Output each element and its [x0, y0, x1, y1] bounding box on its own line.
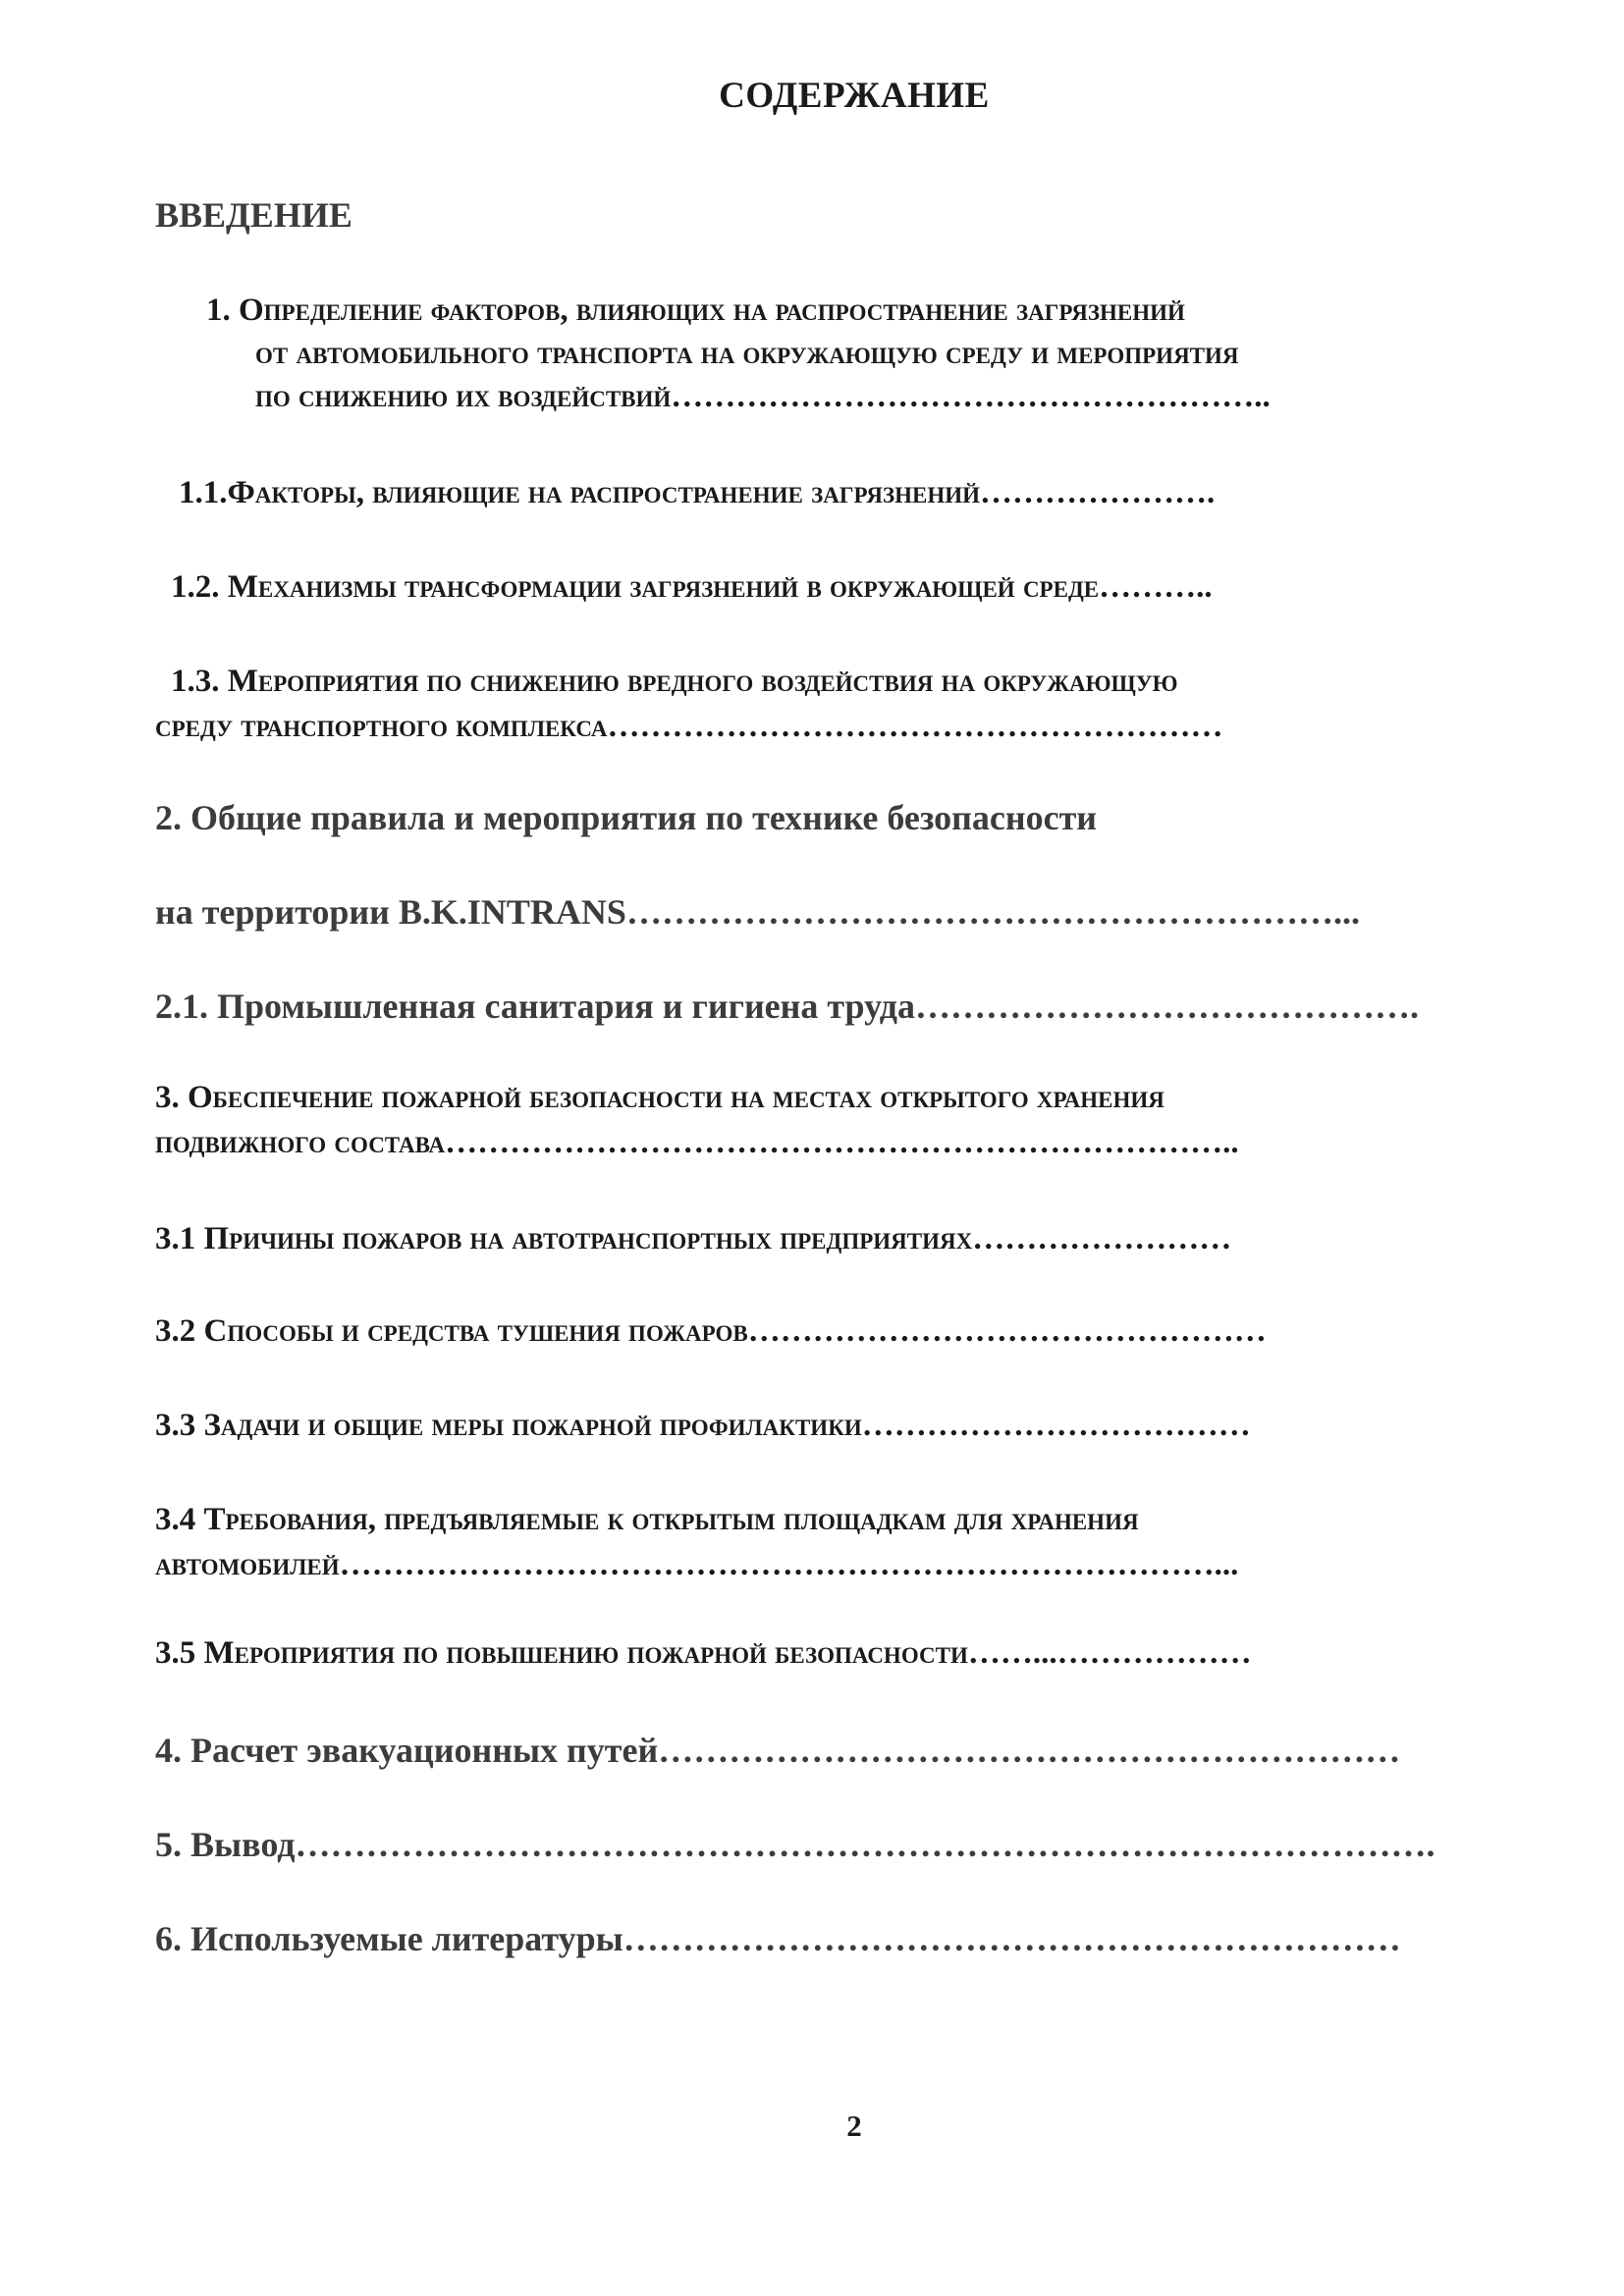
- toc-entry-2-line-2: на территории B.K.INTRANS……………………………………………………...: [155, 892, 1360, 932]
- toc-entry-3-1: 3.1 Причины пожаров на автотранспортных предприятиях……………………: [155, 1221, 1232, 1256]
- toc-entry-3-line-1: 3. Обеспечение пожарной безопасности на местах открытого хранения: [155, 1080, 1164, 1115]
- toc-entry-2-line-1: 2. Общие правила и мероприятия по технике безопасности: [155, 798, 1098, 837]
- toc-entry-3-2: 3.2 Способы и средства тушения пожаров…………………………………………: [155, 1313, 1267, 1349]
- toc-entry-6: 6. Используемые литературы…………………………………………………………: [155, 1919, 1401, 1958]
- toc-entry-1-3-line-1: 1.3. Мероприятия по снижению вредного воздействия на окружающую: [171, 664, 1178, 699]
- toc-entry-1-line-3: по снижению их воздействий………………………………………………..: [255, 379, 1271, 414]
- toc-entry-3-3: 3.3 Задачи и общие меры пожарной профилактики………………………………: [155, 1408, 1251, 1443]
- toc-entry-5: 5. Вывод…………………………………………………………………………………….: [155, 1825, 1435, 1864]
- toc-entry-introduction: ВВЕДЕНИЕ: [155, 195, 352, 235]
- toc-entry-3-4-line-1: 3.4 Требования, предъявляемые к открытым площадкам для хранения: [155, 1502, 1139, 1537]
- toc-entry-1-3-line-2: среду транспортного комплекса…………………………………………………: [155, 709, 1223, 744]
- toc-entry-1-line-1: 1. Определение факторов, влияющих на распространение загрязнений: [206, 293, 1185, 328]
- page-title: СОДЕРЖАНИЕ: [719, 76, 990, 116]
- toc-entry-3-line-2: подвижного состава………………………………………………………………..: [155, 1125, 1239, 1160]
- toc-entry-1-line-2: от автомобильного транспорта на окружающую среду и мероприятия: [255, 336, 1239, 371]
- toc-entry-2-1: 2.1. Промышленная санитария и гигиена труда…………………………………….: [155, 987, 1420, 1026]
- toc-entry-1-1: 1.1.Факторы, влияющие на распространение загрязнений………………….: [179, 475, 1216, 510]
- toc-entry-1-2: 1.2. Механизмы трансформации загрязнений в окружающей среде………..: [171, 569, 1213, 605]
- toc-entry-4: 4. Расчет эвакуационных путей………………………………………………………: [155, 1731, 1401, 1770]
- toc-entry-3-5: 3.5 Мероприятия по повышению пожарной безопасности……...………………: [155, 1635, 1252, 1671]
- toc-entry-3-4-line-2: автомобилей………………………………………………………………………...: [155, 1547, 1239, 1582]
- page-number: 2: [846, 2109, 862, 2143]
